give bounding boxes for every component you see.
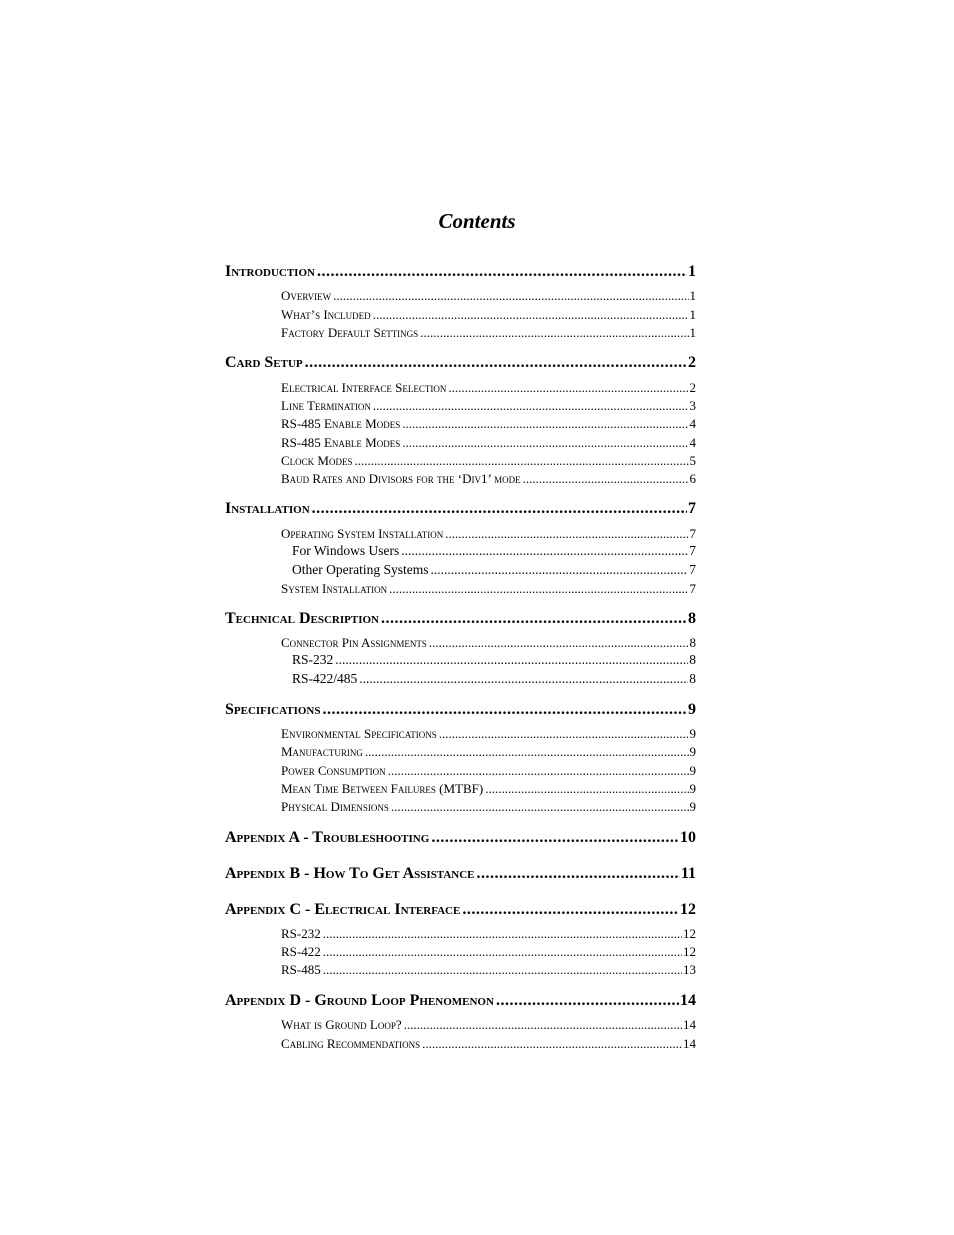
toc-dot-leader: [391, 798, 689, 815]
toc-dot-leader: [523, 470, 689, 487]
toc-page-number: 12: [683, 944, 696, 959]
toc-page-number: 3: [689, 398, 696, 413]
toc-entry-label: Mean Time Between Failures (MTBF): [281, 781, 484, 796]
toc-page-number: 4: [689, 435, 696, 450]
toc-dot-leader: [317, 262, 687, 282]
toc-entry-label: Connector Pin Assignments: [281, 635, 427, 650]
toc-page-number: 8: [689, 671, 696, 686]
toc-entry-label: Clock Modes: [281, 453, 353, 468]
toc-section-entry[interactable]: [281, 743, 696, 760]
toc-entry-label: Introduction: [225, 263, 315, 280]
toc-page-number: 7: [689, 526, 696, 541]
toc-page-number: 4: [689, 416, 696, 431]
toc-section-entry[interactable]: [281, 379, 696, 396]
toc-entry-label: System Installation: [281, 581, 388, 596]
toc-entry-label: Appendix B - How To Get Assistance: [225, 865, 475, 882]
toc-section-entry[interactable]: [281, 961, 696, 978]
toc-page-number: 8: [689, 652, 696, 667]
toc-page-number: 9: [689, 799, 696, 814]
toc-page-number: 5: [689, 453, 696, 468]
toc-page-number: 8: [689, 635, 696, 650]
toc-dot-leader: [373, 306, 689, 323]
toc-page-number: 7: [689, 562, 696, 577]
toc-entry-label: Other Operating Systems: [292, 562, 429, 577]
toc-section-entry[interactable]: [281, 780, 696, 797]
toc-subsection-entry[interactable]: [292, 651, 696, 669]
toc-entry-label: Operating System Installation: [281, 526, 444, 541]
toc-page-number: 2: [688, 354, 696, 371]
toc-page-number: 14: [680, 992, 696, 1009]
toc-chapter-entry[interactable]: [225, 900, 696, 920]
toc-entry-label: For Windows Users: [292, 543, 400, 558]
toc-chapter-entry[interactable]: [225, 353, 696, 373]
toc-section-entry[interactable]: [281, 470, 696, 487]
toc-dot-leader: [462, 900, 679, 920]
toc-entry-label: RS-422: [281, 944, 321, 959]
toc-entry-label: Cabling Recommendations: [281, 1036, 421, 1051]
toc-page-number: 7: [689, 581, 696, 596]
toc-section-entry[interactable]: [281, 943, 696, 960]
toc-dot-leader: [312, 499, 687, 519]
toc-chapter-entry[interactable]: [225, 262, 696, 282]
toc-dot-leader: [333, 287, 688, 304]
toc-entry-label: What’s Included: [281, 307, 371, 322]
toc-section-entry[interactable]: [281, 324, 696, 341]
toc-chapter-entry[interactable]: [225, 700, 696, 720]
toc-dot-leader: [335, 651, 688, 669]
toc-page-number: 14: [683, 1017, 696, 1032]
toc-entry-label: Line Termination: [281, 398, 371, 413]
toc-chapter-entry[interactable]: [225, 828, 696, 848]
toc-dot-leader: [429, 634, 689, 651]
toc-dot-leader: [439, 725, 689, 742]
toc-section-entry[interactable]: [281, 1016, 696, 1033]
table-of-contents: [225, 0, 696, 1235]
toc-chapter-entry[interactable]: [225, 609, 696, 629]
toc-subsection-entry[interactable]: [292, 561, 696, 579]
toc-dot-leader: [420, 324, 688, 341]
toc-entry-label: Appendix A - Troubleshooting: [225, 829, 430, 846]
toc-entry-label: RS-485 Enable Modes: [281, 435, 401, 450]
toc-dot-leader: [373, 397, 689, 414]
toc-entry-label: Card Setup: [225, 354, 303, 371]
toc-entry-label: Physical Dimensions: [281, 799, 389, 814]
toc-entry-label: Specifications: [225, 701, 321, 718]
toc-section-entry[interactable]: [281, 452, 696, 469]
toc-section-entry[interactable]: [281, 306, 696, 323]
toc-page-number: 1: [689, 288, 696, 303]
toc-section-entry[interactable]: [281, 925, 696, 942]
toc-dot-leader: [430, 561, 688, 579]
toc-page-number: 2: [689, 380, 696, 395]
toc-dot-leader: [431, 828, 679, 848]
toc-dot-leader: [402, 434, 688, 451]
toc-page-number: 12: [683, 926, 696, 941]
toc-entry-label: RS-232: [292, 652, 334, 667]
toc-page-number: 9: [689, 726, 696, 741]
toc-dot-leader: [445, 525, 688, 542]
toc-section-entry[interactable]: [281, 762, 696, 779]
toc-dot-leader: [496, 991, 679, 1011]
toc-page-number: 9: [689, 744, 696, 759]
toc-section-entry[interactable]: [281, 634, 696, 651]
toc-entry-label: Installation: [225, 500, 310, 517]
toc-section-entry[interactable]: [281, 525, 696, 542]
toc-dot-leader: [388, 762, 689, 779]
page-title: Contents: [438, 209, 516, 233]
toc-entry-label: Baud Rates and Divisors for the ‘Div1’ mode: [281, 471, 521, 486]
toc-entry-label: Factory Default Settings: [281, 325, 419, 340]
toc-page-number: 12: [680, 901, 696, 918]
toc-dot-leader: [485, 780, 688, 797]
toc-section-entry[interactable]: [281, 725, 696, 742]
toc-dot-leader: [305, 353, 687, 373]
toc-section-entry[interactable]: [281, 580, 696, 597]
toc-entry-label: What is Ground Loop?: [281, 1017, 402, 1032]
toc-page-number: 7: [689, 543, 696, 558]
toc-dot-leader: [477, 864, 680, 884]
toc-entry-label: Manufacturing: [281, 744, 363, 759]
toc-section-entry[interactable]: [281, 798, 696, 815]
toc-page-number: 8: [688, 610, 696, 627]
toc-entry-label: Environmental Specifications: [281, 726, 437, 741]
toc-section-entry[interactable]: [281, 397, 696, 414]
toc-dot-leader: [401, 542, 688, 560]
toc-page-number: 9: [689, 763, 696, 778]
toc-entry-label: RS-485 Enable Modes: [281, 416, 401, 431]
toc-entry-label: RS-232: [281, 926, 321, 941]
toc-chapter-entry[interactable]: [225, 499, 696, 519]
toc-dot-leader: [323, 700, 688, 720]
toc-page-number: 1: [689, 307, 696, 322]
toc-dot-leader: [402, 415, 688, 432]
toc-page-number: 11: [680, 865, 696, 882]
toc-entry-label: Appendix C - Electrical Interface: [225, 901, 461, 918]
toc-entry-label: RS-422/485: [292, 671, 358, 686]
toc-entry-label: Technical Description: [225, 610, 379, 627]
toc-section-entry[interactable]: [281, 1035, 696, 1052]
toc-dot-leader: [359, 670, 688, 688]
toc-page-number: 10: [680, 829, 696, 846]
toc-entry-label: Electrical Interface Selection: [281, 380, 447, 395]
toc-entry-label: Appendix D - Ground Loop Phenomenon: [225, 992, 494, 1009]
toc-page-number: 13: [683, 962, 696, 977]
toc-section-entry[interactable]: [281, 415, 696, 432]
toc-entry-label: Power Consumption: [281, 763, 386, 778]
toc-chapter-entry[interactable]: [225, 864, 696, 884]
toc-page-number: 7: [688, 500, 696, 517]
toc-dot-leader: [354, 452, 688, 469]
toc-page-number: 9: [688, 701, 696, 718]
toc-page-number: 14: [683, 1036, 696, 1051]
toc-dot-leader: [404, 1016, 682, 1033]
toc-dot-leader: [389, 580, 688, 597]
toc-entry-label: Overview: [281, 288, 332, 303]
toc-page-number: 6: [689, 471, 696, 486]
toc-page-number: 9: [689, 781, 696, 796]
toc-chapter-entry[interactable]: [225, 991, 696, 1011]
toc-page-number: 1: [688, 263, 696, 280]
toc-entry-label: RS-485: [281, 962, 321, 977]
toc-section-entry[interactable]: [281, 434, 696, 451]
toc-subsection-entry[interactable]: [292, 542, 696, 560]
toc-dot-leader: [323, 961, 682, 978]
toc-page-number: 1: [689, 325, 696, 340]
toc-dot-leader: [323, 943, 682, 960]
toc-dot-leader: [323, 925, 682, 942]
toc-section-entry[interactable]: [281, 287, 696, 304]
toc-dot-leader: [365, 743, 689, 760]
toc-dot-leader: [422, 1035, 682, 1052]
toc-dot-leader: [448, 379, 688, 396]
toc-dot-leader: [381, 609, 687, 629]
toc-subsection-entry[interactable]: [292, 670, 696, 688]
